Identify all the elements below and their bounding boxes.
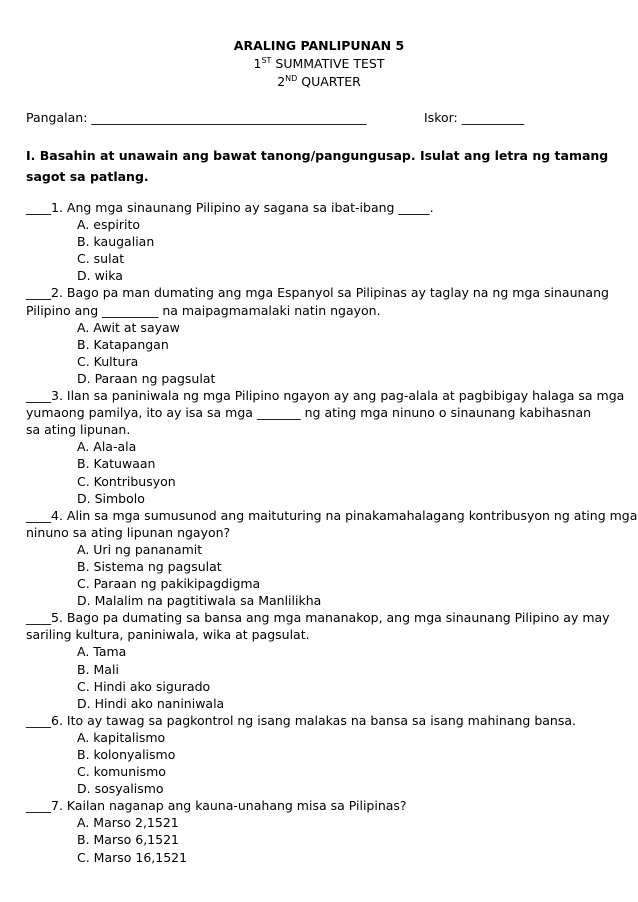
score-field: Iskor: __________ [424,110,525,125]
question-text: ____1. Ang mga sinaunang Pilipino ay sagana sa ibat-ibang _____. [26,200,434,215]
answer-option: B. Mali [77,661,119,677]
quarter-title-text: QUARTER [297,74,361,89]
instructions: I. Basahin at unawain ang bawat tanong/pangungusap. Isulat ang letra ng tamang sagot sa patlang. [26,148,609,184]
answer-option: D. sosyalismo [77,781,164,797]
answer-option: C. sulat [77,251,125,267]
quarter-superscript: ND [285,74,298,83]
answer-option: C. Kultura [77,353,139,369]
question-item [26,609,626,712]
answer-option: C. Hindi ako sigurado [77,678,211,694]
answer-option: D. wika [77,268,123,284]
question-item [26,712,626,797]
test-superscript: ST [261,56,272,65]
answer-option: A. kapitalismo [77,729,166,745]
answer-option: A. Awit at sayaw [77,319,180,335]
name-field: Pangalan: ____________________________________________ [26,110,367,125]
question-text: ____2. Bago pa man dumating ang mga Espanyol sa Pilipinas ay taglay na ng mga sinaunang [26,285,609,301]
answer-option: D. Hindi ako naniniwala [77,695,225,711]
answer-option: B. Katuwaan [77,456,156,472]
question-item [26,199,626,284]
test-title-text: SUMMATIVE TEST [271,56,385,71]
question-item [26,387,626,507]
question-text: ____3. Ilan sa paniniwala ng mga Pilipino ngayon ay ang pag-alala at pagbibigay halaga sa mga [26,388,625,404]
question-text: ____5. Bago pa dumating sa bansa ang mga mananakop, ang mga sinaunang Pilipino ay may [26,610,610,626]
question-list [26,199,638,866]
question-text: ____7. Kailan naganap ang kauna-unahang misa sa Pilipinas? [26,798,407,814]
subject-title: ARALING PANLIPUNAN 5 [233,38,405,53]
answer-option: D. Simbolo [77,490,145,506]
answer-option: A. Marso 2,1521 [77,815,179,831]
answer-option: B. Katapangan [77,336,169,352]
question-text: yumaong pamilya, ito ay isa sa mga _______ ng ating mga ninuno o sinaunang kabihasnan [26,405,592,421]
question-item [26,284,626,387]
answer-option: A. Uri ng pananamit [77,541,203,557]
question-item [26,507,638,610]
answer-option: B. kolonyalismo [77,747,176,762]
question-text: ____6. Ito ay tawag sa pagkontrol ng isang malakas na bansa sa isang mahinang bansa. [26,712,576,728]
answer-option: B. kaugalian [77,234,155,250]
answer-option: A. Tama [77,644,127,660]
answer-option: D. Malalim na pagtitiwala sa Manlilikha [77,593,322,609]
quarter-title [0,74,638,90]
test-title [0,56,638,72]
question-text: ____4. Alin sa mga sumusunod ang maituturing na pinakamahalagang kontribusyon ng ating mga [26,507,638,523]
question-text: ninuno sa ating lipunan ngayon? [26,524,231,540]
answer-option: D. Paraan ng pagsulat [77,370,216,386]
test-number: 1 [253,56,262,71]
answer-option: C. Marso 16,1521 [77,849,188,865]
answer-option: A. espirito [77,217,141,233]
quarter-number: 2 [277,74,286,89]
answer-option: B. Marso 6,1521 [77,832,179,848]
question-text: sariling kultura, paniniwala, wika at pagsulat. [26,627,310,643]
question-text: Pilipino ang _________ na maipagmamalaki natin ngayon. [26,302,381,318]
question-item [26,797,626,865]
answer-option: C. Paraan ng pakikipagdigma [77,576,261,592]
answer-option: C. komunismo [77,764,166,780]
answer-option: B. Sistema ng pagsulat [77,558,222,574]
answer-option: C. Kontribusyon [77,473,176,489]
answer-option: A. Ala-ala [77,439,137,455]
question-text: sa ating lipunan. [26,422,131,438]
